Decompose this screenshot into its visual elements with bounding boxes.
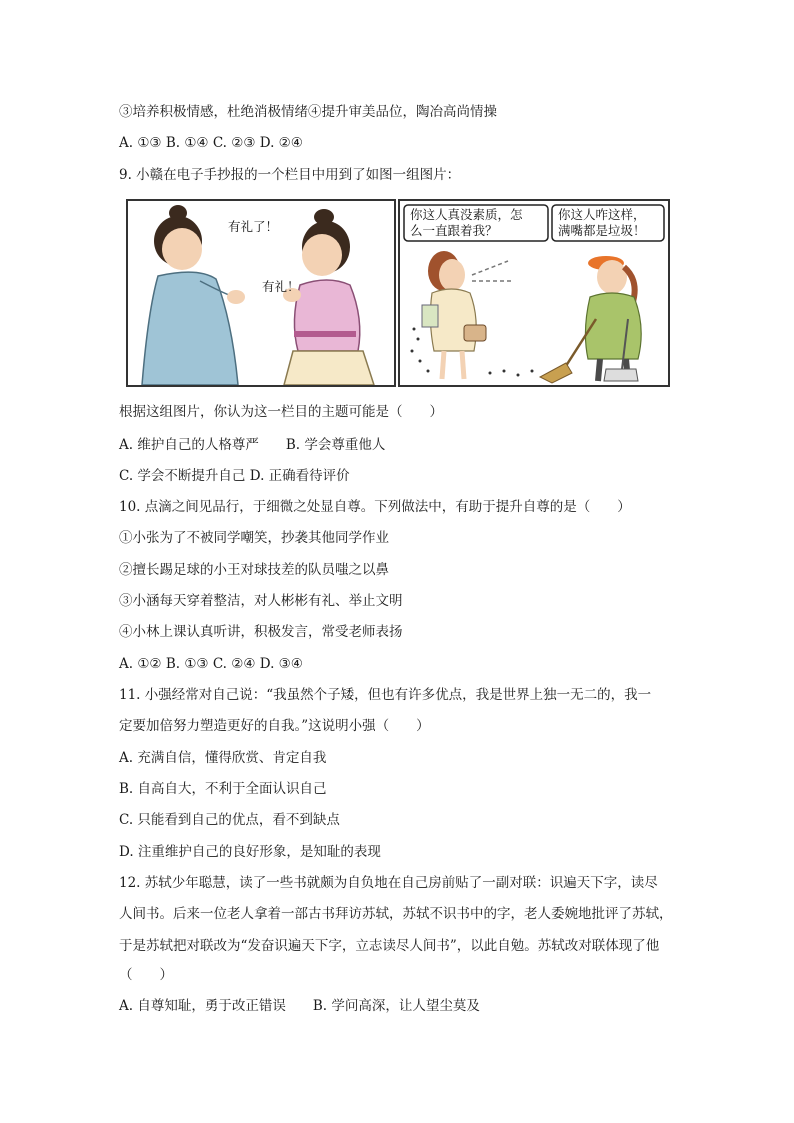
- q10-item-4: ④小林上课认真听讲，积极发言，常受老师表扬: [119, 624, 403, 640]
- speech-sweeper-line2: 满嘴都是垃圾！: [558, 223, 646, 238]
- q12-options-ab: A. 自尊知耻，勇于改正错误 B. 学问高深，让人望尘莫及: [119, 998, 480, 1014]
- q10-item-3: ③小涵每天穿着整洁，对人彬彬有礼、举止文明: [119, 593, 403, 609]
- greeting-illustration: [128, 201, 394, 385]
- question-9-figure: [126, 199, 670, 387]
- option-line-3-4: ③培养积极情感，杜绝消极情绪④提升审美品位，陶冶高尚情操: [119, 104, 497, 120]
- speech-woman-line2: 么一直跟着我？: [410, 223, 498, 238]
- q10-item-1: ①小张为了不被同学嘲笑，抄袭其他同学作业: [119, 530, 389, 546]
- q9-options-cd: C. 学会不断提升自己 D. 正确看待评价: [119, 468, 350, 484]
- q12-stem-line3: 于是苏轼把对联改为“发奋识遍天下字，立志读尽人间书”，以此自勉。苏轼改对联体现了他: [119, 938, 660, 954]
- q10-stem: 10. 点滴之间见品行，于细微之处显自尊。下列做法中，有助于提升自尊的是（ ）: [119, 499, 631, 515]
- q10-options: A. ①② B. ①③ C. ②④ D. ③④: [119, 656, 303, 672]
- q11-option-c: C. 只能看到自己的优点，看不到缺点: [119, 812, 340, 828]
- speech-you-li-le: 有礼了！: [228, 219, 279, 234]
- panel-greeting: [126, 199, 396, 387]
- q8-answer-options: A. ①③ B. ①④ C. ②③ D. ②④: [119, 135, 303, 151]
- q10-item-2: ②擅长踢足球的小王对球技差的队员嗤之以鼻: [119, 562, 389, 578]
- q11-stem-line1: 11. 小强经常对自己说：“我虽然个子矮，但也有许多优点，我是世界上独一无二的，我一: [119, 687, 652, 703]
- q9-options-ab: A. 维护自己的人格尊严 B. 学会尊重他人: [119, 437, 386, 453]
- q12-stem-line1: 12. 苏轼少年聪慧，读了一些书就颇为自负地在自己房前贴了一副对联：识遍天下字，读尽: [119, 875, 658, 891]
- q11-option-b: B. 自高自大，不利于全面认识自己: [119, 781, 327, 797]
- q11-stem-line2: 定要加倍努力塑造更好的自我。”这说明小强（ ）: [119, 718, 430, 734]
- speech-sweeper-line1: 你这人咋这样，: [558, 207, 646, 222]
- q11-option-d: D. 注重维护自己的良好形象，是知耻的表现: [119, 844, 381, 860]
- speech-woman-line1: 你这人真没素质，怎: [410, 207, 523, 222]
- q12-blank: （ ）: [119, 967, 173, 983]
- q9-stem: 9. 小赣在电子手抄报的一个栏目中用到了如图一组图片：: [119, 167, 461, 183]
- speech-you-li: 有礼！: [262, 279, 300, 294]
- q9-question: 根据这组图片，你认为这一栏目的主题可能是（ ）: [119, 404, 443, 420]
- q11-option-a: A. 充满自信，懂得欣赏、肯定自我: [119, 750, 327, 766]
- q12-stem-line2: 人间书。后来一位老人拿着一部古书拜访苏轼，苏轼不识书中的字，老人委婉地批评了苏轼，: [119, 906, 673, 922]
- street-scene-illustration: [400, 201, 668, 385]
- panel-street-scene: [398, 199, 670, 387]
